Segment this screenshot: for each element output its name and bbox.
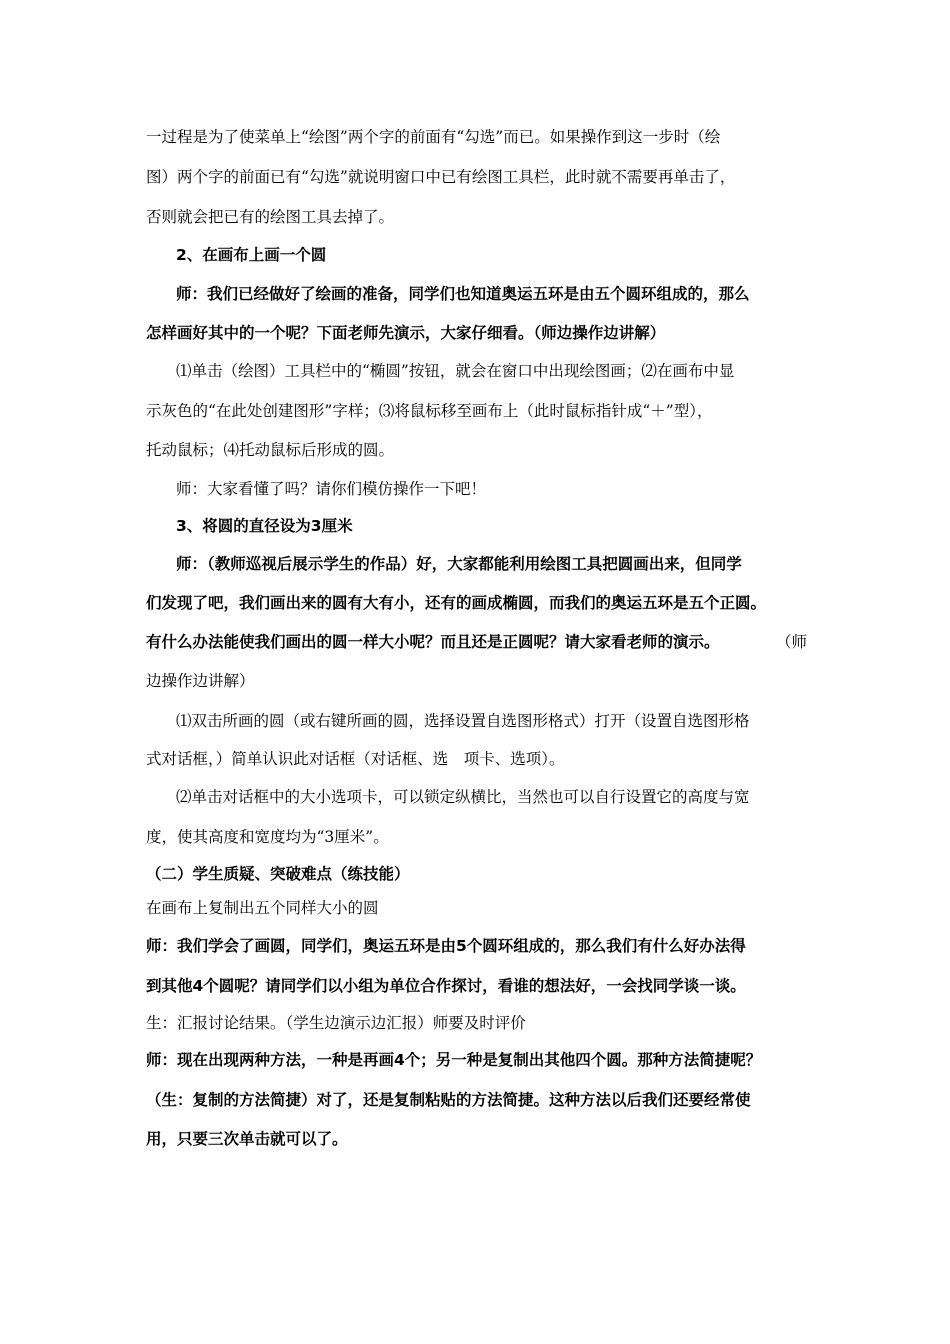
paragraph-line-tail: （师 xyxy=(776,633,808,651)
paragraph-line: 边操作边讲解） xyxy=(146,672,255,690)
paragraph-line: 师：大家看懂了吗？请你们模仿操作一下吧！ xyxy=(176,480,487,498)
paragraph-line: 示灰色的“在此处创建图形”字样；⑶将鼠标移至画布上（此时鼠标指针成“＋”型）， xyxy=(146,402,713,420)
paragraph-line: 生：汇报讨论结果。（学生边演示边汇报）师要及时评价 xyxy=(146,1014,526,1032)
paragraph-line: 在画布上复制出五个同样大小的圆 xyxy=(146,899,379,917)
paragraph-line: 怎样画好其中的一个呢？下面老师先演示，大家仔细看。（师边操作边讲解） xyxy=(146,324,666,342)
paragraph-line: 式对话框，）简单认识此对话框（对话框、选 项卡、选项）。 xyxy=(146,750,565,768)
paragraph-line: 师：现在出现两种方法，一种是再画4个；另一种是复制出其他四个圆。那种方法简捷呢？ xyxy=(146,1051,762,1069)
paragraph-line: 一过程是为了使菜单上“绘图”两个字的前面有“勾选”而已。如果操作到这一步时（绘 xyxy=(146,128,721,146)
paragraph-line: 度，使其高度和宽度均为“3厘米”。 xyxy=(146,828,389,846)
section-heading: 3、将圆的直径设为3厘米 xyxy=(176,517,353,535)
paragraph-line: 托动鼠标；⑷托动鼠标后形成的圆。 xyxy=(146,441,395,459)
paragraph-line: 图）两个字的前面已有“勾选”就说明窗口中已有绘图工具栏，此时就不需要再单击了， xyxy=(146,168,736,186)
paragraph-line: 有什么办法能使我们画出的圆一样大小呢？而且还是正圆呢？请大家看老师的演示。 xyxy=(146,633,720,651)
paragraph-line: 师：我们学会了画圆，同学们，奥运五环是由5个圆环组成的，那么我们有什么好办法得 xyxy=(146,937,746,955)
paragraph-line: ⑵单击对话框中的大小选项卡，可以锁定纵横比，当然也可以自行设置它的高度与宽 xyxy=(176,788,750,806)
paragraph-line: 用，只要三次单击就可以了。 xyxy=(146,1130,348,1148)
paragraph-line: 师：（教师巡视后展示学生的作品）好，大家都能利用绘图工具把圆画出来，但同学 xyxy=(176,555,742,573)
section-heading: 2、在画布上画一个圆 xyxy=(176,246,327,264)
paragraph-line: 到其他4个圆呢？请同学们以小组为单位合作探讨，看谁的想法好，一会找同学谈一谈。 xyxy=(146,977,746,995)
paragraph-line: ⑴双击所画的圆（或右键所画的圆，选择设置自选图形格式）打开（设置自选图形格 xyxy=(176,712,750,730)
paragraph-line: ⑴单击（绘图）工具栏中的“椭圆”按钮，就会在窗口中出现绘图画；⑵在画布中显 xyxy=(176,362,735,380)
section-heading: （二）学生质疑、突破难点（练技能） xyxy=(146,865,410,883)
paragraph-line: 否则就会把已有的绘图工具去掉了。 xyxy=(146,208,395,226)
paragraph-line: 们发现了吧，我们画出来的圆有大有小，还有的画成椭圆，而我们的奥运五环是五个正圆。 xyxy=(146,594,767,612)
paragraph-line: （生：复制的方法简捷）对了，还是复制粘贴的方法简捷。这种方法以后我们还要经常使 xyxy=(146,1091,751,1109)
paragraph-line: 师：我们已经做好了绘画的准备，同学们也知道奥运五环是由五个圆环组成的，那么 xyxy=(176,285,750,303)
